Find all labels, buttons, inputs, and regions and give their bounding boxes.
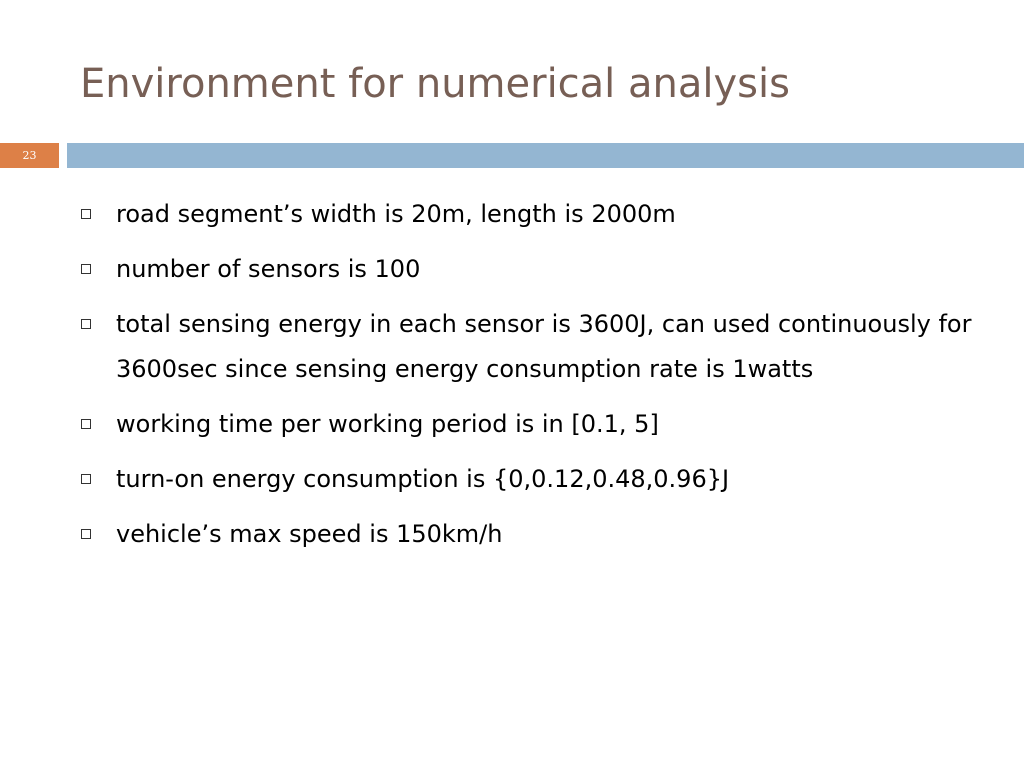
slide-title: Environment for numerical analysis	[80, 61, 790, 107]
bullet-text: total sensing energy in each sensor is 3600J, can used continuously for 3600sec since sensing energy consumption rate is 1watts	[116, 310, 972, 383]
bullet-text: road segment’s width is 20m, length is 2000m	[116, 200, 676, 228]
bullet-list	[80, 192, 980, 567]
bullet-item	[80, 512, 980, 557]
square-bullet-icon	[81, 264, 91, 274]
square-bullet-icon	[81, 319, 91, 329]
bullet-text: turn-on energy consumption is {0,0.12,0.48,0.96}J	[116, 465, 730, 493]
bullet-item	[80, 457, 980, 502]
slide-number: 23	[22, 149, 37, 162]
bullet-item	[80, 402, 980, 447]
square-bullet-icon	[81, 474, 91, 484]
header-bar	[67, 143, 1024, 168]
bullet-text: number of sensors is 100	[116, 255, 421, 283]
bullet-item	[80, 302, 980, 392]
square-bullet-icon	[81, 419, 91, 429]
bullet-text: working time per working period is in [0.1, 5]	[116, 410, 659, 438]
bullet-item	[80, 247, 980, 292]
bullet-text: vehicle’s max speed is 150km/h	[116, 520, 503, 548]
slide-number-badge	[0, 143, 59, 168]
square-bullet-icon	[81, 529, 91, 539]
square-bullet-icon	[81, 209, 91, 219]
bullet-item	[80, 192, 980, 237]
